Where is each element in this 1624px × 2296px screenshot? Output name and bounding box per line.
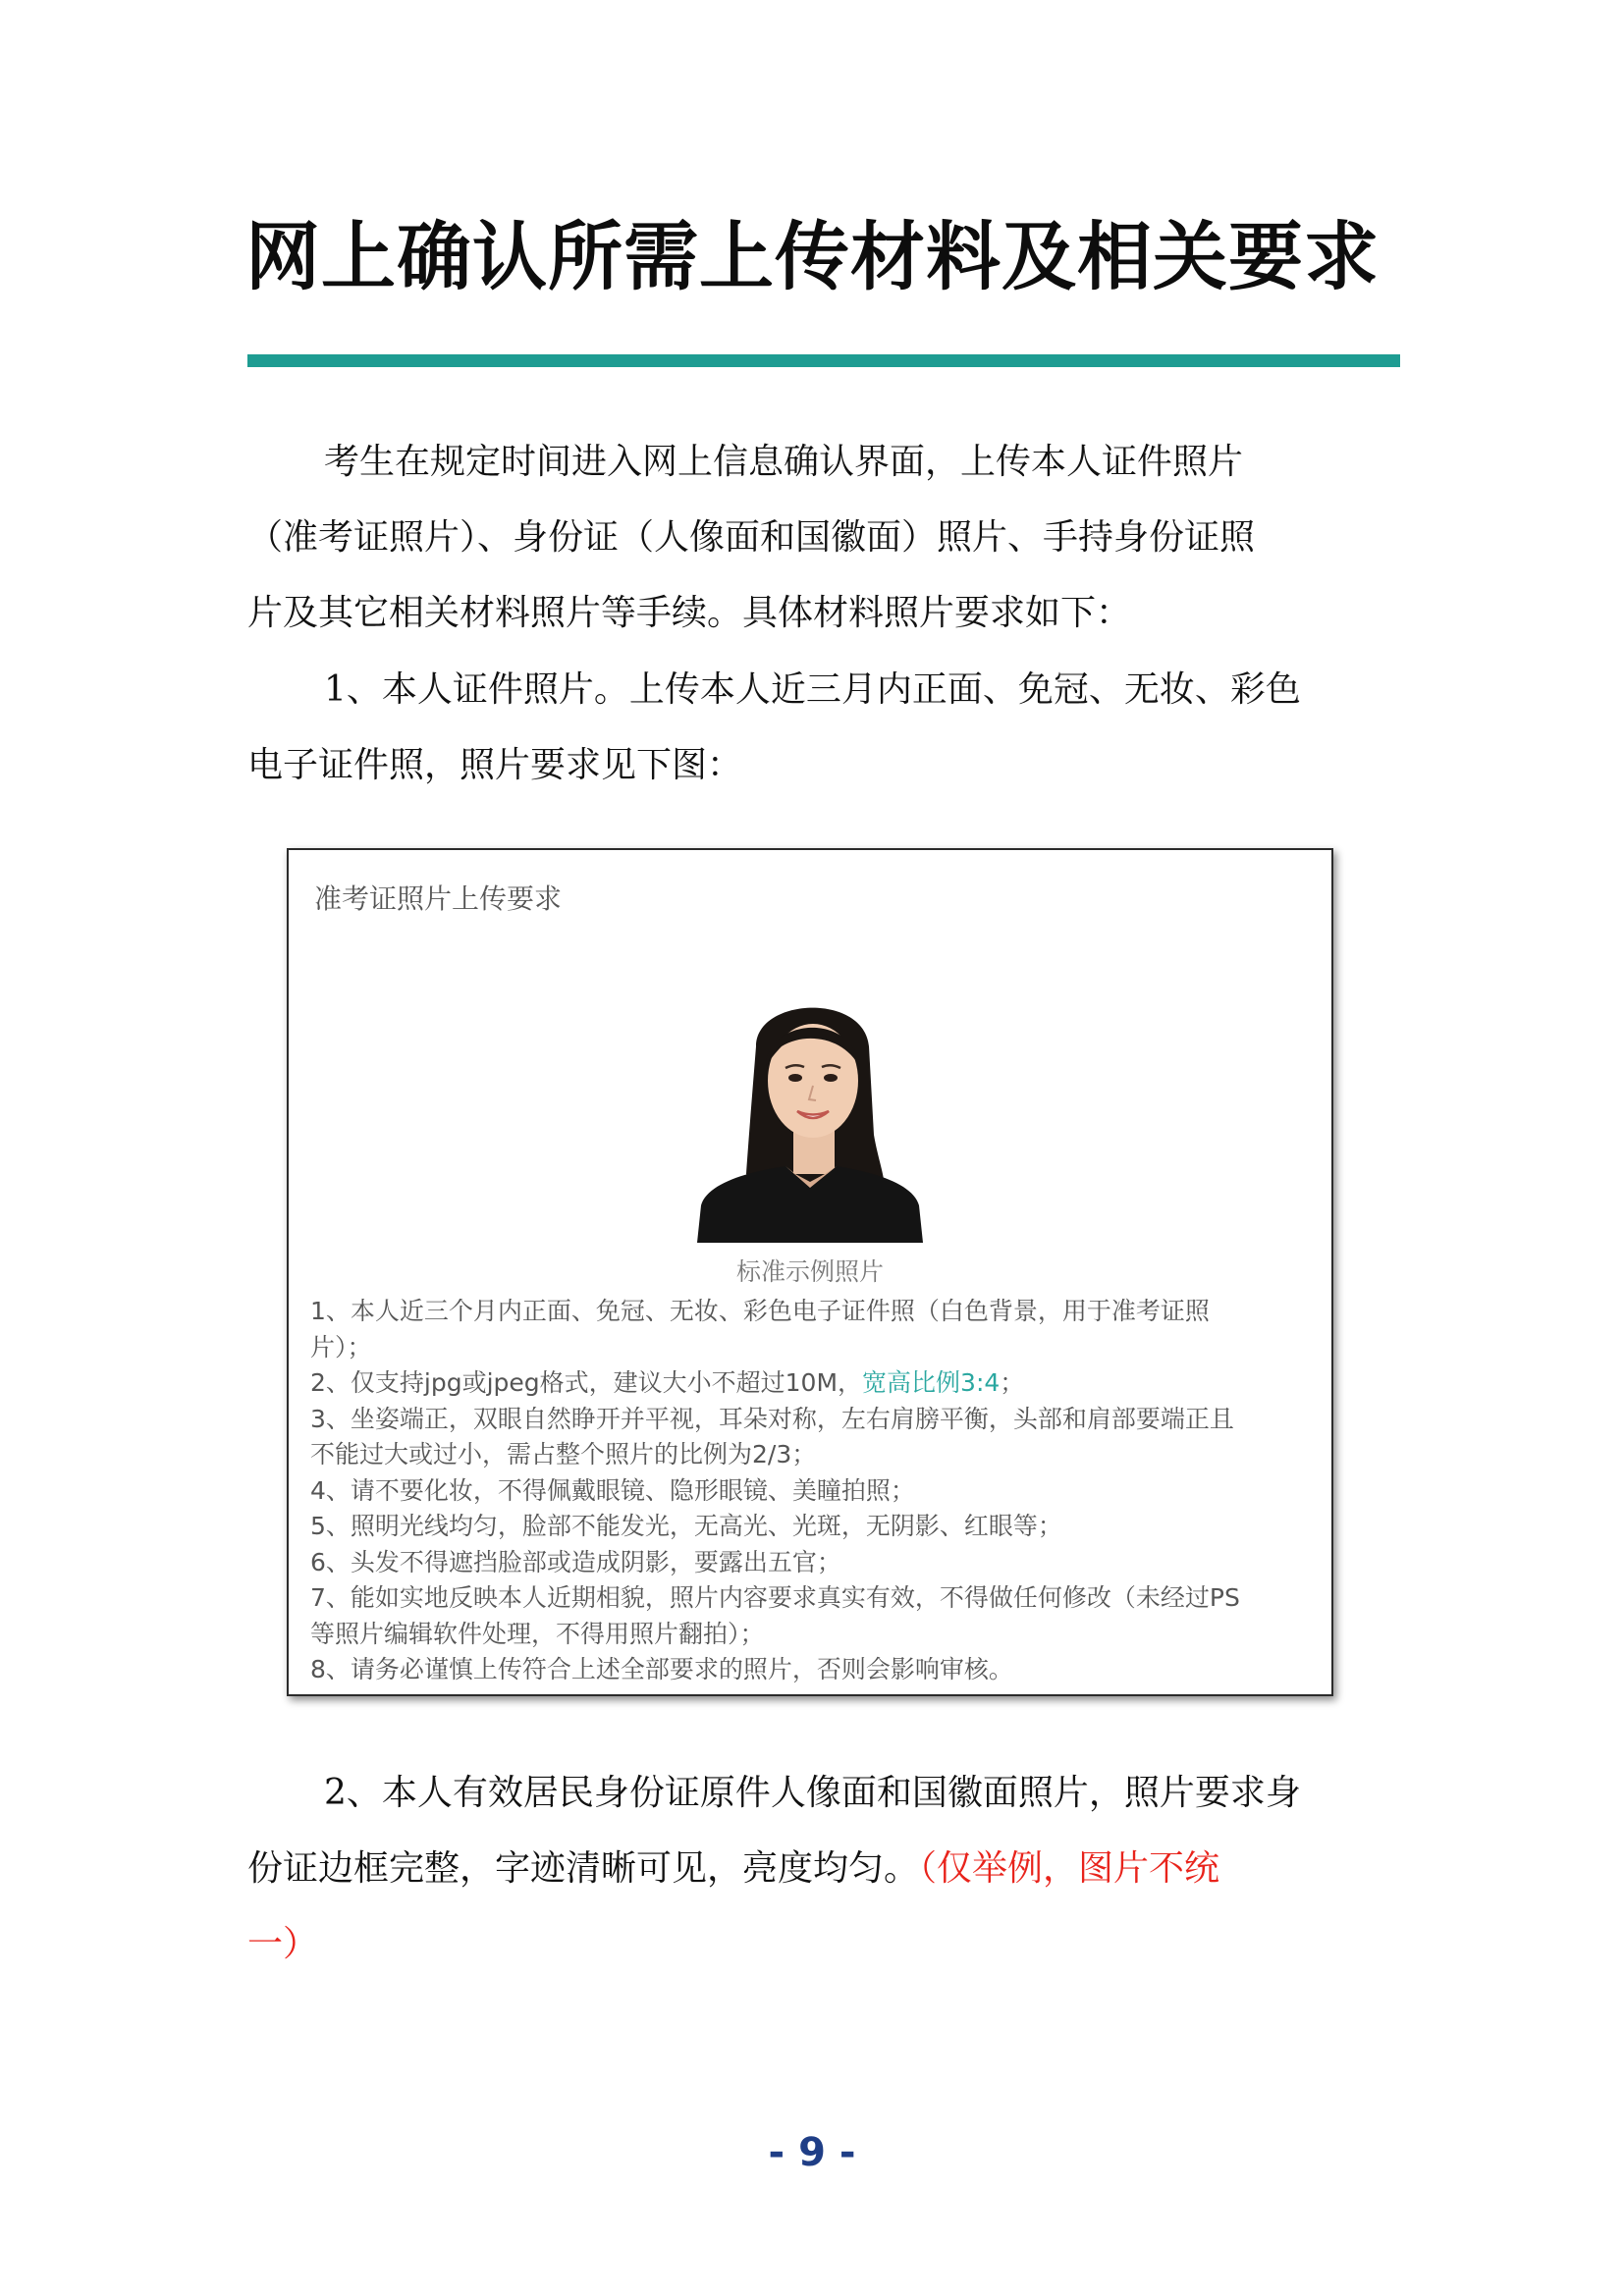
requirement-line: 不能过大或过小，需占整个照片的比例为2/3；: [310, 1440, 817, 1468]
intro-line: 片及其它相关材料照片等手续。具体材料照片要求如下：: [247, 593, 1132, 633]
example-note: （仅举例，图片不统: [919, 1848, 1220, 1889]
requirement-text: 2、仅支持jpg或jpeg格式，建议大小不超过10M，: [310, 1368, 863, 1397]
requirement-line: 片）；: [310, 1332, 372, 1362]
intro-paragraph: [247, 424, 1396, 651]
requirement-line: 8、请务必谨慎上传符合上述全部要求的照片，否则会影响审核。: [310, 1655, 1013, 1683]
requirement-line: 等照片编辑软件处理，不得用照片翻拍）；: [310, 1619, 765, 1648]
example-note: 一）: [247, 1924, 319, 1964]
item1-paragraph: [247, 652, 1396, 803]
intro-line: 考生在规定时间进入网上信息确认界面，上传本人证件照片: [324, 442, 1244, 482]
item2-text: 份证边框完整，字迹清晰可见，亮度均匀。: [247, 1848, 920, 1889]
requirement-line: [310, 1365, 1322, 1402]
item2-line: [247, 1831, 1396, 1906]
requirement-line: 4、请不要化妆，不得佩戴眼镜、隐形眼镜、美瞳拍照；: [310, 1475, 915, 1505]
photo-requirements-screenshot: [287, 848, 1333, 1696]
requirement-line: 6、头发不得遮挡脸部或造成阴影，要露出五官；: [310, 1547, 841, 1576]
requirement-line: 3、坐姿端正，双眼自然睁开并平视，耳朵对称，左右肩膀平衡，头部和肩部要端正且: [310, 1404, 1234, 1433]
requirement-line: 7、能如实地反映本人近期相貌，照片内容要求真实有效，不得做任何修改（未经过PS: [310, 1583, 1240, 1612]
page-number: - 9 -: [768, 2130, 856, 2175]
requirement-line: 5、照明光线均匀，脸部不能发光，无高光、光斑，无阴影、红眼等；: [310, 1512, 1062, 1540]
requirements-list: [310, 1294, 1322, 1688]
sample-portrait-photo: [687, 978, 933, 1243]
intro-line: （准考证照片）、身份证（人像面和国徽面）照片、手持身份证照: [247, 517, 1256, 558]
item2-line: 2、本人有效居民身份证原件人像面和国徽面照片，照片要求身: [324, 1773, 1301, 1813]
requirement-text: ；: [1000, 1368, 1025, 1397]
page-title: 网上确认所需上传材料及相关要求: [245, 213, 1380, 300]
title-divider: [247, 354, 1400, 367]
photo-caption: 标准示例照片: [735, 1257, 884, 1286]
requirement-line: 1、本人近三个月内正面、免冠、无妆、彩色电子证件照（白色背景，用于准考证照: [310, 1297, 1210, 1325]
item2-paragraph: [247, 1755, 1396, 1982]
item1-line: 电子证件照，照片要求见下图：: [247, 745, 743, 785]
figure-title: 准考证照片上传要求: [314, 882, 563, 915]
item1-line: 1、本人证件照片。上传本人近三月内正面、免冠、无妆、彩色: [324, 669, 1301, 710]
aspect-ratio-highlight: 宽高比例3:4: [862, 1368, 1001, 1397]
